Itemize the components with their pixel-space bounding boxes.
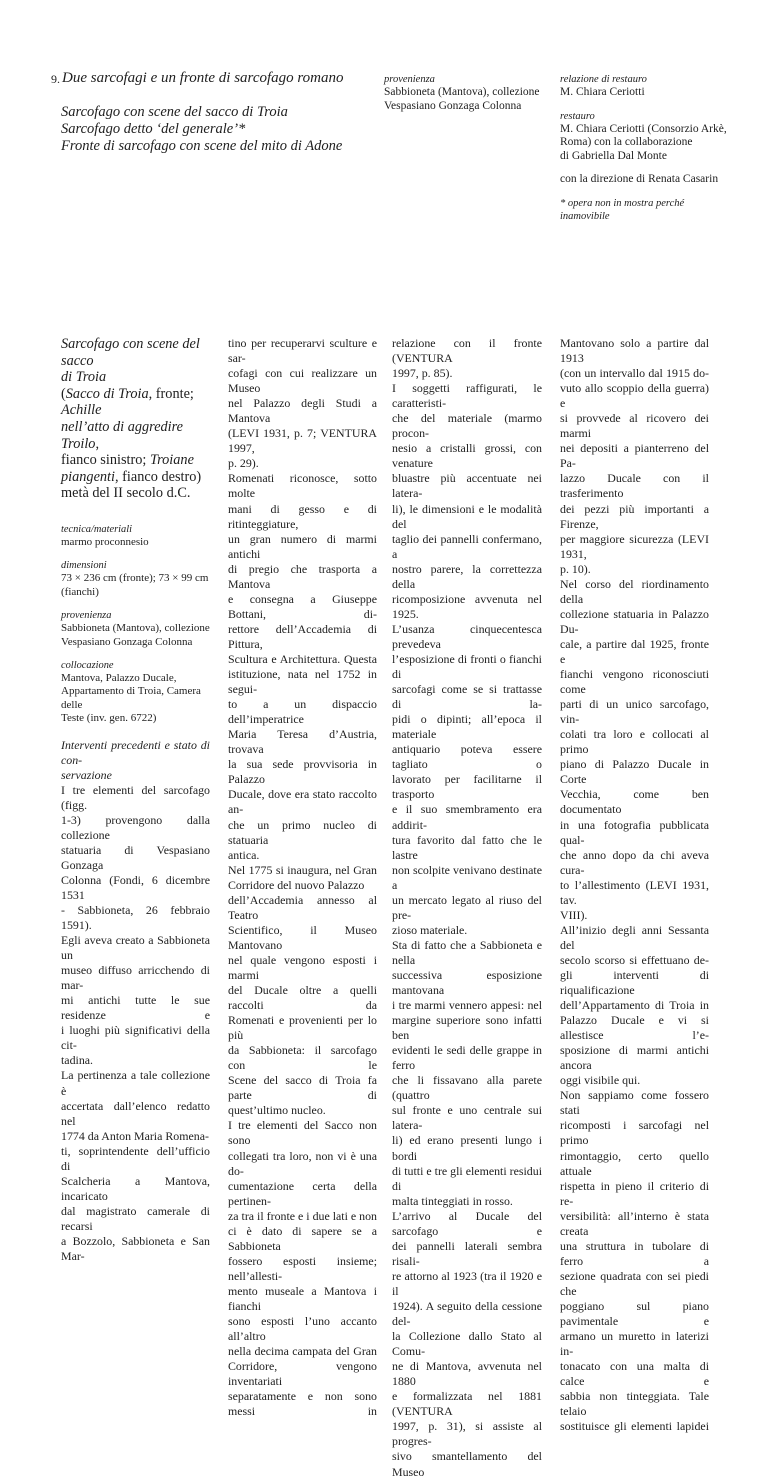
text-line: 1-3) provengono dalla collezione: [61, 812, 210, 842]
text-line: dal magistrato camerale di recarsi: [61, 1203, 210, 1233]
text-line: collegati tra loro, non vi è una do-: [228, 1148, 377, 1178]
text-line: accertata dall’elenco redatto nel: [61, 1098, 210, 1128]
entry-number: 9.: [51, 72, 60, 86]
field-value: Sabbioneta (Mantova), collezione: [61, 622, 210, 635]
subtitle: Sarcofago detto ‘del generale’*: [61, 121, 246, 137]
text-line: i luoghi più significativi della cit-: [61, 1023, 210, 1053]
meta-text: Roma) con la collaborazione: [560, 136, 693, 149]
text-line: - Sabbioneta, 26 febbraio 1591).: [61, 902, 210, 933]
meta-label: restauro: [560, 110, 595, 122]
text-line: nostro parere, la correttezza della: [392, 561, 542, 591]
text-line: li) ed erano presenti lungo i bordi: [392, 1133, 542, 1163]
text-line: p. 29).: [228, 456, 259, 471]
text-line: sono esposti l’uno accanto all’altro: [228, 1314, 377, 1344]
text-line: l’esposizione di fronti o fianchi di: [392, 651, 542, 682]
text-line: nesio a cristalli grossi, con venature: [392, 441, 542, 471]
field-label: tecnica/materiali: [61, 523, 132, 535]
text-line: Romenati riconosce, sotto molte: [228, 471, 377, 501]
text-line: istituzione, nata nel 1752 in segui-: [228, 667, 377, 697]
text-line: vuto allo scoppio della guerra) e: [560, 381, 709, 411]
text-line: Ducale, dove era stato raccolto an-: [228, 787, 377, 817]
text-line: nel quale vengono esposti i marmi: [228, 952, 377, 982]
text-line: parti di un unico sarcofago, vin-: [560, 697, 709, 727]
text-line: dell’Appartamento di Troia in: [560, 998, 709, 1013]
column-1: [61, 336, 210, 1264]
text-line: gli interventi di riqualificazione: [560, 967, 709, 998]
text-line: armano un muretto in laterizi in-: [560, 1329, 709, 1359]
text-line: tino per recuperarvi sculture e sar-: [228, 336, 377, 366]
title-line: (Sacco di Troia, fronte; Achille: [61, 385, 194, 419]
title-line: nell’atto di aggredire Troilo,: [61, 418, 184, 452]
body-text: [61, 783, 210, 1265]
text-line: ne di Mantova, avvenuta nel 1880: [392, 1359, 542, 1389]
text-line: Vecchia, come ben documentato: [560, 787, 709, 817]
field-value: 73 × 236 cm (fronte); 73 × 99 cm: [61, 572, 209, 585]
text-line: i tre marmi vennero appesi: nel: [392, 998, 542, 1013]
text-line: la Collezione dallo Stato al Comu-: [392, 1329, 542, 1359]
section-heading: Interventi precedenti e stato di con-: [61, 737, 210, 767]
footnote: inamovibile: [560, 210, 610, 222]
text-line: e formalizzata nel 1881 (VENTURA: [392, 1389, 542, 1419]
text-line: tonacato con una malta di calce e: [560, 1359, 709, 1389]
text-line: che anno dopo da chi aveva cura-: [560, 847, 709, 877]
text-line: 1924). A seguito della cessione del-: [392, 1299, 542, 1329]
text-line: 1997, p. 31), si assiste al progres-: [392, 1419, 542, 1449]
text-line: lavorato per facilitarne il trasporto: [392, 772, 542, 802]
text-line: Scientifico, il Museo Mantovano: [228, 922, 377, 952]
text-line: in una fotografia pubblicata qual-: [560, 817, 709, 847]
text-line: sostituisce gli elementi lapidei: [560, 1419, 709, 1434]
entry-title: Due sarcofagi e un fronte di sarcofago romano: [62, 70, 344, 86]
top-credits: [560, 73, 740, 223]
text-line: colati tra loro e collocati al primo: [560, 727, 709, 757]
title-line: di Troia: [61, 369, 107, 386]
text-line: dei pannelli laterali sembra risali-: [392, 1238, 542, 1268]
text-line: un gran numero di marmi antichi: [228, 531, 377, 561]
text-line: Palazzo Ducale e vi si allestisce l’e-: [560, 1013, 709, 1043]
field-value: marmo proconnesio: [61, 535, 149, 548]
text-line: secolo scorso si effettuano de-: [560, 952, 709, 967]
title-line: Sarcofago con scene del sacco: [61, 336, 200, 369]
text-line: rettore dell’Accademia di Pittura,: [228, 621, 377, 651]
title-line: fianco sinistro; Troiane: [61, 452, 194, 469]
text-line: malta tinteggiati in rosso.: [392, 1193, 513, 1208]
text-line: bluastre più accentuate nei latera-: [392, 471, 542, 501]
text-line: cale, a partire dal 1925, fronte e: [560, 636, 709, 666]
meta-text: M. Chiara Ceriotti: [560, 86, 645, 98]
column-3: [392, 336, 542, 1480]
text-line: VIII).: [560, 907, 588, 922]
text-line: mi antichi tutte le sue residenze e: [61, 993, 210, 1023]
text-line: sabbia non tinteggiata. Tale telaio: [560, 1389, 709, 1419]
text-line: Corridore del nuovo Palazzo: [228, 877, 365, 892]
meta-text: con la direzione di Renata Casarin: [560, 173, 719, 186]
text-line: pidi o dipinti; all’epoca il materiale: [392, 712, 542, 742]
text-line: museo diffuso arricchendo di mar-: [61, 963, 210, 993]
field-value: (fianchi): [61, 585, 99, 598]
text-line: ti, soprintendente dell’ufficio di: [61, 1143, 210, 1173]
text-line: una struttura in tubolare di ferro a: [560, 1238, 709, 1268]
text-line: dell’Accademia annesso al Teatro: [228, 892, 377, 922]
text-line: successiva esposizione mantovana: [392, 967, 542, 998]
text-line: rispetta in pieno il criterio di re-: [560, 1178, 709, 1208]
text-line: Corridore, vengono inventariati: [228, 1359, 377, 1389]
meta-text: Vespasiano Gonzaga Colonna: [384, 99, 522, 112]
text-line: mani di gesso e di ritinteggiature,: [228, 501, 377, 531]
text-line: cumentazione certa della pertinen-: [228, 1178, 377, 1208]
text-line: to a un dispaccio dell’imperatrice: [228, 697, 377, 727]
field-label: dimensioni: [61, 560, 107, 572]
text-line: antica.: [228, 847, 260, 862]
text-line: poggiano sul piano pavimentale e: [560, 1299, 709, 1329]
field-label: provenienza: [61, 610, 112, 622]
text-line: L’usanza cinquecentesca prevedeva: [392, 621, 542, 651]
text-line: Scultura e Architettura. Questa: [228, 651, 377, 666]
field-value: Appartamento di Troia, Camera delle: [61, 685, 201, 711]
text-line: mento museale a Mantova i fianchi: [228, 1283, 377, 1313]
text-line: (LEVI 1931, p. 7; VENTURA 1997,: [228, 426, 377, 456]
text-line: evidenti le sedi delle grappe in ferro: [392, 1043, 542, 1073]
text-line: separatamente e non sono messi in: [228, 1389, 377, 1419]
subtitle: Fronte di sarcofago con scene del mito di Adone: [61, 138, 343, 154]
text-line: lazzo Ducale con il trasferimento: [560, 471, 709, 501]
text-line: per maggiore sicurezza (LEVI 1931,: [560, 531, 709, 561]
field-value: Vespasiano Gonzaga Colonna: [61, 635, 193, 648]
text-line: za tra il fronte e i due lati e non: [228, 1208, 377, 1223]
text-line: quest’ultimo nucleo.: [228, 1103, 326, 1118]
work-title: [61, 336, 210, 502]
text-line: rimontaggio, certo quello attuale: [560, 1148, 709, 1178]
text-line: nei depositi a pianterreno del Pa-: [560, 441, 709, 471]
text-line: I soggetti raffigurati, le caratteristi-: [392, 381, 542, 411]
text-line: oggi visibile qui.: [560, 1073, 641, 1088]
text-line: dei pezzi più importanti a Firenze,: [560, 501, 709, 531]
text-line: del Ducale oltre a quelli raccolti da: [228, 983, 377, 1013]
text-line: taglio dei pannelli confermano, a: [392, 531, 542, 561]
text-line: Sta di fatto che a Sabbioneta e nella: [392, 937, 542, 967]
subtitle: Sarcofago con scene del sacco di Troia: [61, 104, 288, 120]
text-line: sarcofagi come se si trattasse di la-: [392, 682, 542, 712]
text-line: che del materiale (marmo procon-: [392, 411, 542, 441]
meta-label: relazione di restauro: [560, 74, 647, 85]
column-4: [560, 336, 709, 1434]
text-line: Non sappiamo come fossero stati: [560, 1088, 709, 1118]
text-line: ricomposti i sarcofagi nel primo: [560, 1118, 709, 1148]
text-line: fossero esposti insieme; nell’allesti-: [228, 1253, 377, 1283]
text-line: un mercato legato al riuso del pre-: [392, 892, 542, 922]
text-line: che li fissavano alla parete (quattro: [392, 1073, 542, 1103]
text-line: e il suo smembramento era addirit-: [392, 802, 542, 832]
title-line: piangenti, fianco destro): [61, 468, 202, 485]
text-line: Colonna (Fondi, 6 dicembre 1531: [61, 872, 210, 902]
meta-text: di Gabriella Dal Monte: [560, 149, 667, 162]
text-line: Egli aveva creato a Sabbioneta un: [61, 933, 210, 963]
text-line: a Bozzolo, Sabbioneta e San Mar-: [61, 1234, 210, 1264]
text-line: ricomposizione avvenuta nel 1925.: [392, 591, 542, 621]
text-line: All’inizio degli anni Sessanta del: [560, 922, 709, 952]
text-line: Scene del sacco di Troia fa parte di: [228, 1073, 377, 1103]
subtitles: [61, 104, 342, 155]
field-value: Mantova, Palazzo Ducale,: [61, 671, 177, 684]
text-line: zioso materiale.: [392, 922, 468, 937]
text-line: sul fronte e uno centrale sui latera-: [392, 1103, 542, 1133]
text-line: piano di Palazzo Ducale in Corte: [560, 757, 709, 787]
column-2: [228, 336, 377, 1419]
text-line: non scolpite venivano destinate a: [392, 862, 542, 892]
text-line: statuaria di Vespasiano Gonzaga: [61, 842, 210, 872]
text-line: che un primo nucleo di statuaria: [228, 817, 377, 847]
text-line: La pertinenza a tale collezione è: [61, 1068, 210, 1098]
text-line: sivo smantellamento del Museo: [392, 1449, 542, 1479]
text-line: nella decima campata del Gran: [228, 1344, 377, 1359]
title-line: metà del II secolo d.C.: [61, 485, 191, 502]
footnote: * opera non in mostra perché: [560, 197, 685, 209]
text-line: di pregio che trasporta a Mantova: [228, 561, 377, 591]
text-line: margine superiore sono infatti ben: [392, 1013, 542, 1043]
text-line: nel Palazzo degli Studi a Mantova: [228, 396, 377, 426]
text-line: si provvede al ricovero dei marmi: [560, 411, 709, 441]
text-line: la sua sede provvisoria in Palazzo: [228, 757, 377, 787]
text-line: I tre elementi del sarcofago (figg.: [61, 782, 210, 812]
text-line: di tutti e tre gli elementi residui di: [392, 1163, 542, 1193]
text-line: fianchi vengono riconosciuti come: [560, 667, 709, 697]
text-line: re attorno al 1923 (tra il 1920 e il: [392, 1268, 542, 1298]
text-line: cofagi con cui realizzare un Museo: [228, 366, 377, 396]
text-line: sezione quadrata con sei piedi che: [560, 1268, 709, 1298]
meta-text: Sabbioneta (Mantova), collezione: [384, 86, 540, 98]
text-line: relazione con il fronte (VENTURA: [392, 336, 542, 366]
text-line: ci è dato di sapere se a Sabbioneta: [228, 1223, 377, 1253]
text-line: Nel corso del riordinamento della: [560, 576, 709, 606]
text-line: tadina.: [61, 1053, 94, 1068]
text-line: 1774 da Anton Maria Romena-: [61, 1128, 209, 1143]
section-heading: servazione: [61, 767, 112, 782]
text-line: Maria Teresa d’Austria, trovava: [228, 727, 377, 757]
text-line: tura favorito dal fatto che le lastre: [392, 832, 542, 862]
text-line: li), le dimensioni e le modalità del: [392, 501, 542, 531]
text-line: antiquario poteva essere tagliato o: [392, 742, 542, 772]
text-line: Romenati e provenienti per lo più: [228, 1013, 377, 1043]
text-line: da Sabbioneta: il sarcofago con le: [228, 1043, 377, 1073]
text-line: I tre elementi del Sacco non sono: [228, 1118, 377, 1148]
meta-text: M. Chiara Ceriotti (Consorzio Arkè,: [560, 122, 727, 135]
text-line: (con un intervallo dal 1915 do-: [560, 366, 709, 381]
field-value: Teste (inv. gen. 6722): [61, 712, 157, 725]
text-line: to l’allestimento (LEVI 1931, tav.: [560, 877, 709, 907]
text-line: p. 10).: [560, 561, 591, 576]
text-line: e consegna a Giuseppe Bottani, di-: [228, 591, 377, 621]
text-line: collezione statuaria in Palazzo Du-: [560, 606, 709, 636]
field-label: collocazione: [61, 659, 114, 671]
text-line: versibilità: all’interno è stata creata: [560, 1208, 709, 1238]
text-line: sposizione di marmi antichi ancora: [560, 1043, 709, 1073]
meta-label: provenienza: [384, 74, 435, 85]
text-line: Nel 1775 si inaugura, nel Gran: [228, 862, 377, 877]
top-provenienza: [384, 73, 554, 113]
text-line: L’arrivo al Ducale del sarcofago e: [392, 1208, 542, 1238]
text-line: 1997, p. 85).: [392, 366, 453, 381]
text-line: Scalcheria a Mantova, incaricato: [61, 1173, 210, 1203]
text-line: Mantovano solo a partire dal 1913: [560, 336, 709, 366]
